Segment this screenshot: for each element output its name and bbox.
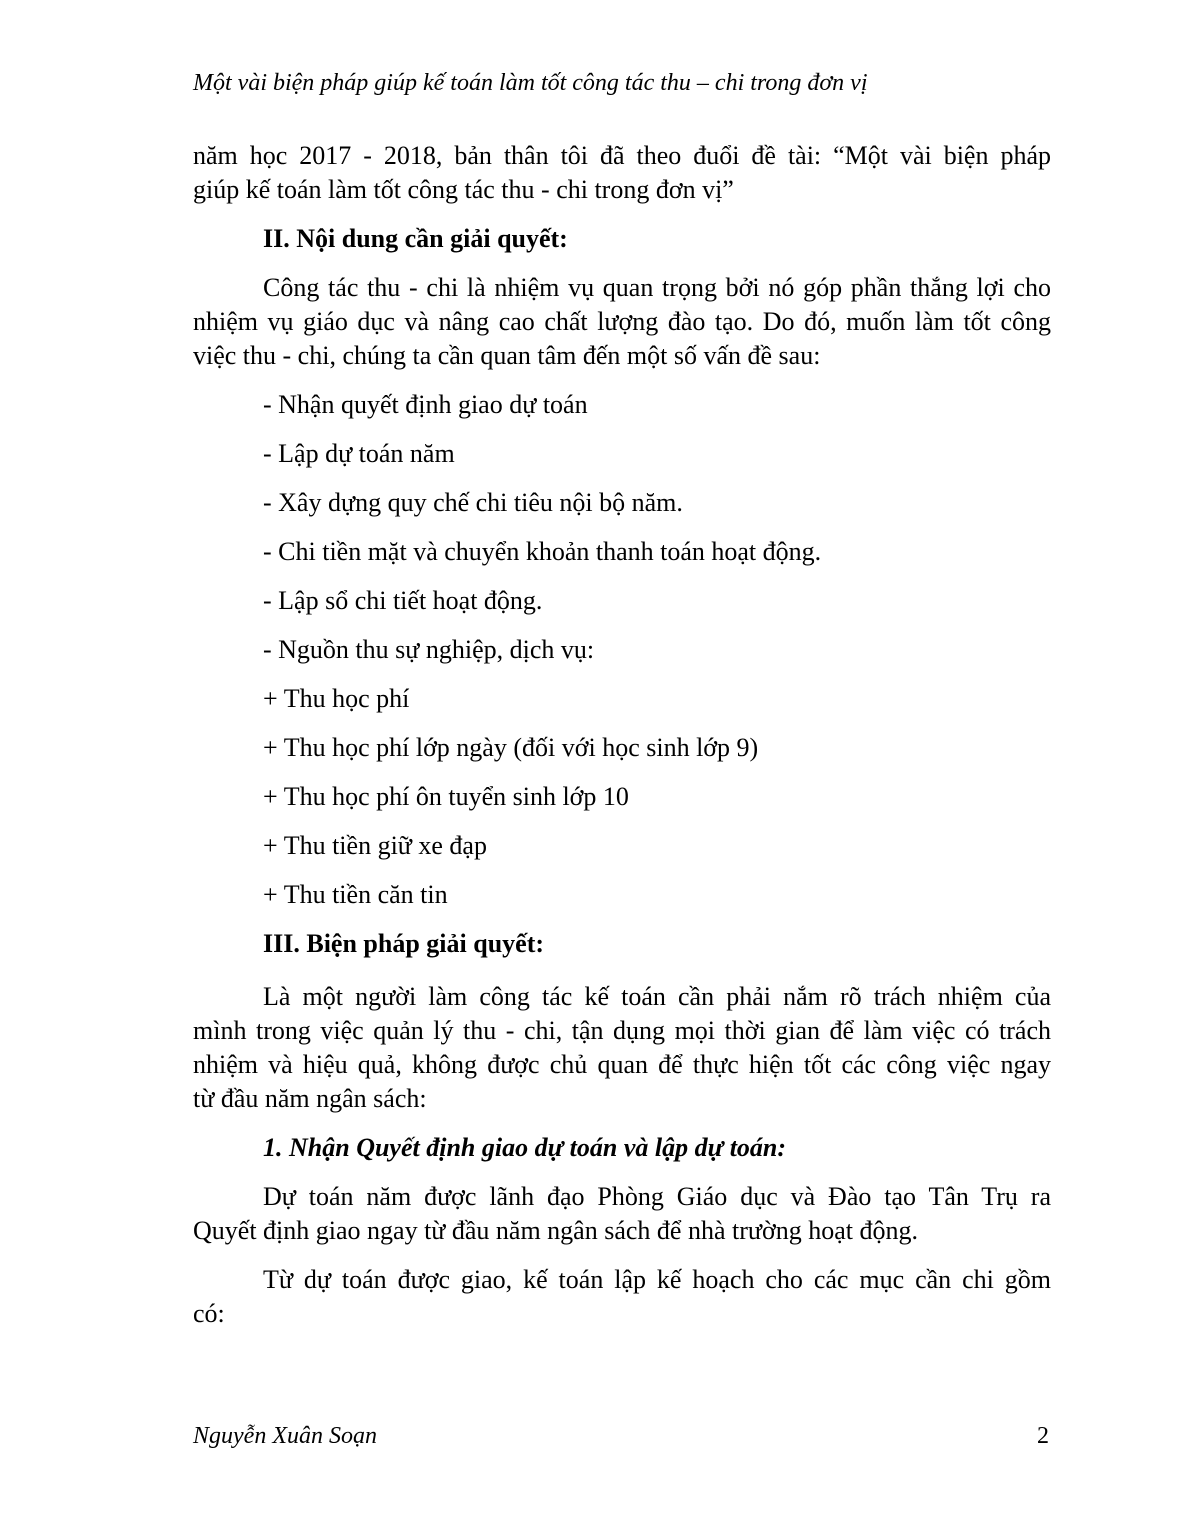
paragraph-line: việc thu - chi, chúng ta cần quan tâm đến một số vấn đề sau: xyxy=(193,341,821,370)
list-item: - Nguồn thu sự nghiệp, dịch vụ: xyxy=(263,635,595,664)
sub-list-item: + Thu học phí lớp ngày (đối với học sinh lớp 9) xyxy=(263,733,759,762)
section-heading: II. Nội dung cần giải quyết: xyxy=(263,224,568,253)
paragraph-line: mình trong việc quản lý thu - chi, tận dụng mọi thời gian để làm việc có trách xyxy=(193,1016,1051,1045)
paragraph-line: Quyết định giao ngay từ đầu năm ngân sách để nhà trường hoạt động. xyxy=(193,1216,918,1245)
list-item: - Lập dự toán năm xyxy=(263,439,455,468)
intro-line: năm học 2017 - 2018, bản thân tôi đã theo đuổi đề tài: “Một vài biện pháp xyxy=(193,141,1051,170)
running-header: Một vài biện pháp giúp kế toán làm tốt công tác thu – chi trong đơn vị xyxy=(193,70,868,96)
paragraph-line: Công tác thu - chi là nhiệm vụ quan trọng bởi nó góp phần thắng lợi cho xyxy=(263,273,1051,302)
paragraph-line: Từ dự toán được giao, kế toán lập kế hoạch cho các mục cần chi gồm xyxy=(263,1265,1051,1294)
sub-list-item: + Thu học phí xyxy=(263,684,410,713)
paragraph-line: Là một người làm công tác kế toán cần phải nắm rõ trách nhiệm của xyxy=(263,982,1051,1011)
sub-list-item: + Thu học phí ôn tuyển sinh lớp 10 xyxy=(263,782,629,811)
paragraph-line: nhiệm và hiệu quả, không được chủ quan để thực hiện tốt các công việc ngay xyxy=(193,1050,1051,1079)
page-number: 2 xyxy=(1037,1423,1049,1449)
paragraph-line: nhiệm vụ giáo dục và nâng cao chất lượng đào tạo. Do đó, muốn làm tốt công xyxy=(193,307,1051,336)
paragraph-line: có: xyxy=(193,1299,225,1328)
paragraph-line: Dự toán năm được lãnh đạo Phòng Giáo dục và Đào tạo Tân Trụ ra xyxy=(263,1182,1051,1211)
sub-list-item: + Thu tiền căn tin xyxy=(263,880,448,909)
sub-list-item: + Thu tiền giữ xe đạp xyxy=(263,831,487,860)
list-item: - Chi tiền mặt và chuyển khoản thanh toán hoạt động. xyxy=(263,537,822,566)
list-item: - Nhận quyết định giao dự toán xyxy=(263,390,588,419)
intro-line: giúp kế toán làm tốt công tác thu - chi trong đơn vị” xyxy=(193,175,734,204)
paragraph-line: từ đầu năm ngân sách: xyxy=(193,1084,427,1113)
subsection-heading: 1. Nhận Quyết định giao dự toán và lập dự toán: xyxy=(263,1133,787,1162)
footer-author: Nguyễn Xuân Soạn xyxy=(193,1423,377,1449)
list-item: - Lập sổ chi tiết hoạt động. xyxy=(263,586,543,615)
section-heading: III. Biện pháp giải quyết: xyxy=(263,929,545,958)
list-item: - Xây dựng quy chế chi tiêu nội bộ năm. xyxy=(263,488,683,517)
